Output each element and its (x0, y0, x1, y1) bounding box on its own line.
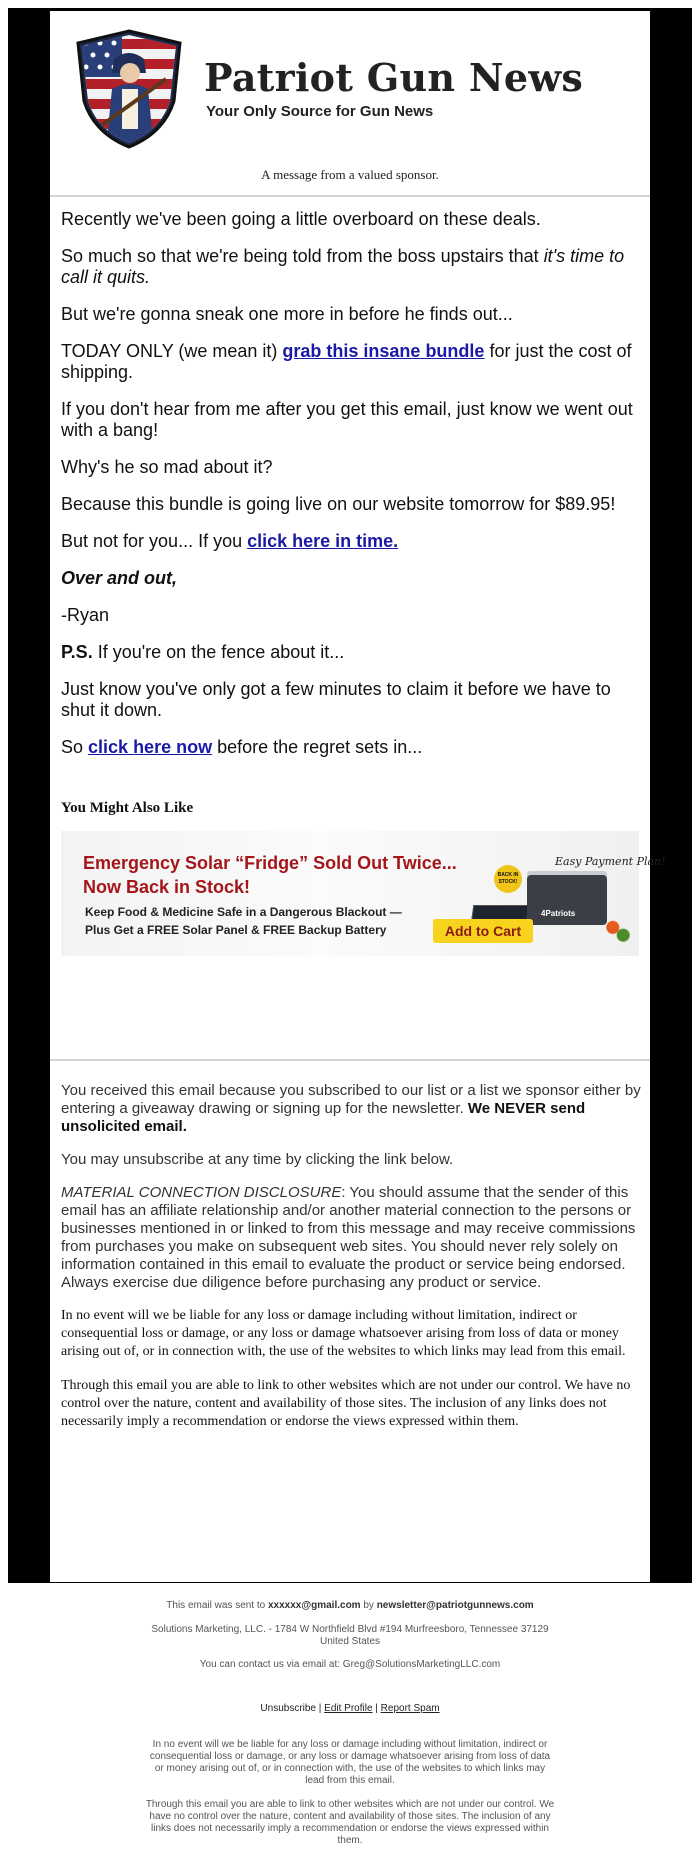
email-body (50, 11, 666, 1582)
banner-subheadline: Now Back in Stock! (83, 877, 251, 897)
body-paragraph: Just know you've only got a few minutes to claim it before we have to shut it down. (61, 679, 611, 720)
banner-headline: Emergency Solar “Fridge” Sold Out Twice... (83, 853, 457, 873)
links-notice: Through this email you are able to link to other websites which are not under our control. We have no control over the nature, content and availability of those sites. The inclusion of any links does not necessarily imply a recommendation or endorse the views expressed within them. (61, 1378, 631, 1429)
you-might-also-like-heading: You Might Also Like (61, 800, 194, 816)
body-text: But not for you... If you (61, 531, 248, 551)
ps-paragraph (61, 642, 638, 663)
body-paragraph: If you don't hear from me after you get this email, just know we went out with a bang! (61, 399, 633, 440)
material-disclosure (61, 1184, 641, 1292)
body-paragraph: But we're gonna sneak one more in before he finds out... (61, 304, 513, 324)
link-separator: | (316, 1703, 325, 1714)
body-text: TODAY ONLY (we mean it) (61, 341, 283, 361)
brand-title: Patriot Gun News (204, 55, 584, 100)
banner-copy: Plus Get a FREE Solar Panel & FREE Backup Battery (85, 923, 387, 937)
meta-text: This email was sent to (166, 1600, 268, 1611)
sent-to-line (140, 1600, 560, 1612)
produce-icon (605, 917, 631, 943)
banner-copy: Keep Food & Medicine Safe in a Dangerous Blackout — (85, 905, 402, 919)
signature: -Ryan (61, 605, 110, 625)
back-in-stock-badge: BACK IN STOCK! (494, 865, 522, 893)
body-paragraph (61, 341, 638, 383)
link-separator: | (372, 1703, 381, 1714)
recipient-email: xxxxxx@gmail.com (268, 1600, 361, 1611)
body-text: So (61, 737, 89, 757)
email-header (50, 11, 650, 197)
body-paragraph: Why's he so mad about it? (61, 457, 273, 477)
body-text: for just the cost of shipping. (61, 341, 632, 382)
sponsor-note: A message from a valued sponsor. (261, 167, 439, 182)
body-text: before the regret sets in... (212, 737, 423, 757)
click-here-in-time-link[interactable]: click here in time. (247, 531, 399, 551)
subscription-notice (61, 1082, 641, 1136)
body-paragraph (61, 737, 638, 758)
ps-label: P.S. (61, 642, 93, 662)
body-paragraph (61, 531, 638, 552)
email-meta-footer (0, 1600, 700, 1847)
contact-line: You can contact us via email at: Greg@SolutionsMarketingLLC.com (199, 1659, 501, 1670)
liability-notice: In no event will we be liable for any loss or damage including without limitation, indirect or consequential loss or damage, or any loss or damage whatsoever arising from loss of data or money arising out of, or in connection with, the use of the websites to which links may lead from this email. (61, 1308, 626, 1359)
patriot-shield-logo-icon (74, 29, 184, 149)
disclaimer-section (61, 1082, 641, 1447)
body-emphasis: it's time to call it quits. (61, 246, 625, 287)
meta-text: by (360, 1600, 377, 1611)
add-to-cart-button[interactable]: Add to Cart (433, 919, 533, 943)
report-spam-link[interactable]: Report Spam (380, 1703, 440, 1714)
footer-links-notice: Through this email you are able to link to other websites which are not under our control. We have no control over the nature, content and availability of those sites. The inclusion of any links does not necessarily imply a recommendation or endorse the views expressed within them. (145, 1799, 555, 1846)
email-frame (8, 8, 692, 1583)
solar-fridge-ad-banner[interactable] (61, 831, 666, 956)
unsubscribe-link[interactable]: Unsubscribe (260, 1703, 316, 1714)
body-paragraph: Because this bundle is going live on our website tomorrow for $89.95! (61, 494, 616, 514)
sender-email: newsletter@patriotgunnews.com (376, 1600, 534, 1611)
brand-tagline: Your Only Source for Gun News (206, 103, 434, 120)
email-content (50, 197, 650, 758)
disclaimer-text: You received this email because you subscribed to our list or a list we sponsor either by entering a giveaway drawing or signing up for the newsletter. (61, 1082, 641, 1117)
section-divider (50, 1059, 650, 1061)
body-paragraph (61, 246, 638, 288)
body-text: If you're on the fence about it... (92, 642, 345, 662)
footer-liability-notice: In no event will we be liable for any loss or damage including without limitation, indirect or consequential loss or damage, or any loss or damage whatsoever arising from loss of data or money arising out of, or in connection with, the use of the websites to which links may lead from this email. (149, 1739, 551, 1786)
edit-profile-link[interactable]: Edit Profile (324, 1703, 373, 1714)
grab-bundle-link[interactable]: grab this insane bundle (282, 341, 485, 361)
banner-easy-payment: Easy Payment Plan! (555, 855, 666, 868)
disclosure-label: MATERIAL CONNECTION DISCLOSURE (61, 1184, 342, 1201)
postal-address: Solutions Marketing, LLC. - 1784 W Northfield Blvd #194 Murfreesboro, Tennessee 37129 United States (151, 1624, 549, 1647)
signoff (61, 568, 638, 589)
footer-links (140, 1703, 560, 1715)
click-here-now-link[interactable]: click here now (88, 737, 213, 757)
banner-brand: 4Patriots (541, 909, 576, 918)
disclaimer-text: : You should assume that the sender of this email has an affiliate relationship and/or another material connection to the persons or businesses mentioned in or linked to from this message and may receive commissions from purchases you make on subsequent web sites. You should never rely solely on information contained in this email to evaluate the product or service being endorsed. Always exercise due diligence before purchasing any product or service. (61, 1184, 636, 1291)
signoff-text: Over and out, (61, 568, 178, 588)
unsubscribe-notice: You may unsubscribe at any time by clicking the link below. (61, 1151, 454, 1168)
body-paragraph: Recently we've been going a little overboard on these deals. (61, 209, 541, 229)
body-text: So much so that we're being told from the boss upstairs that (61, 246, 544, 266)
disclaimer-bold: We NEVER send unsolicited email. (61, 1100, 586, 1135)
